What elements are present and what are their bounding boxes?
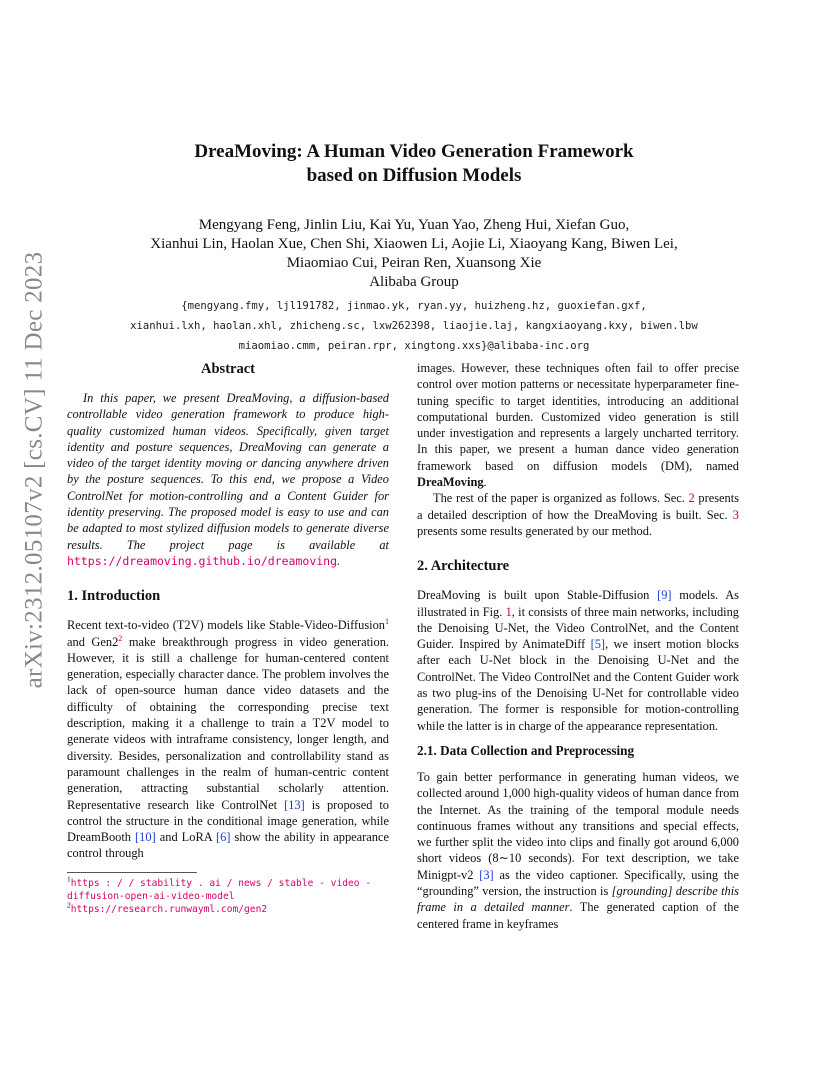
abstract-heading: Abstract	[201, 361, 255, 377]
right-column	[417, 360, 739, 932]
intro-text-a: Recent text-to-video (T2V) models like Stable-Video-Diffusion	[67, 618, 385, 633]
footnote-2-number: 2	[67, 900, 71, 910]
emails-line-3: miaomiao.cmm, peiran.rpr, xingtong.xxs}@alibaba-inc.org	[238, 340, 590, 352]
authors-line-3: Miaomiao Cui, Peiran Ren, Xuansong Xie	[286, 255, 542, 271]
data-text-c: . The generated caption of the centered frame in keyframes	[417, 900, 739, 931]
org-text-c: presents some results generated by our method.	[417, 523, 653, 538]
intro-text-c: make breakthrough progress in video generation. However, it is still a challenge for human-centered content generation, especially character dance. The problem involves the lack of open-source human dance video datasets and the difficulty of obtaining the corresponding precise text description, making it a challenge to train a T2V model to generate videos with intraframe consistency, longer length, and diversity. Besides, personalization and controllability stand as paramount challenges in the realm of human-centric content generation, attracting substantial scholarly attention. Representative research like ControlNet	[67, 634, 389, 812]
citation-10[interactable]: [10]	[135, 830, 156, 845]
architecture-paragraph	[417, 587, 739, 734]
citation-13[interactable]: [13]	[284, 797, 305, 812]
arch-text-c: , it consists of three main networks, including the Denoising U-Net, the Video ControlNet, and the Content Guider. Inspired by AnimateDiff	[417, 604, 740, 652]
citation-6[interactable]: [6]	[216, 830, 231, 845]
footnote-1-number: 1	[67, 874, 71, 884]
left-column	[67, 360, 389, 916]
footnote-1-link[interactable]: https : / / stability . ai / news / stable - video - diffusion-open-ai-video-model	[67, 877, 372, 902]
footnote-2-link[interactable]: https://research.runwayml.com/gen2	[70, 903, 268, 915]
abstract-body: In this paper, we present DreaMoving, a diffusion-based controllable video generation framework to produce high-quality customized human videos. Specifically, given target identity and posture sequences, DreaMoving can generate a video of the target identity moving or dancing anywhere driven by the posture sequences. To this end, we propose a Video ControlNet for motion-controlling and a Content Guider for identity preserving. The proposed model is easy to use and can be adapted to most stylized diffusion models to generate diverse results. The project page is available at	[67, 391, 389, 552]
arch-text-b: models. As illustrated in Fig.	[417, 588, 740, 619]
footnote-marker-1[interactable]: 1	[385, 617, 389, 627]
intro-text-b: and Gen2	[67, 634, 119, 649]
author-emails	[0, 296, 828, 356]
arch-text-a: DreaMoving is built upon Stable-Diffusion	[417, 588, 658, 603]
arxiv-id-text: arXiv:2312.05107v2 [cs.CV] 11 Dec 2023	[20, 251, 48, 689]
data-collection-paragraph	[417, 769, 739, 932]
citation-9[interactable]: [9]	[657, 588, 672, 603]
intro-continued-text: images. However, these techniques often fail to offer precise control over motion patterns or necessitate hyperparameter fine-tuning specific to target identities, introducing an additional computational burden. Customized video generation is still under investigation and represents a largely uncharted territory. In this paper, we present a human dance video generation framework based on diffusion models (DM), named	[417, 361, 739, 473]
project-page-link[interactable]: https://dreamoving.github.io/dreamoving	[67, 553, 338, 568]
org-text-a: The rest of the paper is organized as follows. Sec.	[433, 491, 689, 506]
section-ref-2[interactable]: 2	[688, 491, 695, 506]
paper-title	[0, 140, 828, 188]
footnote-marker-2[interactable]: 2	[118, 633, 123, 643]
intro-continued-end: .	[483, 475, 487, 490]
figure-ref-1[interactable]: 1	[505, 604, 512, 619]
organization-paragraph	[417, 490, 739, 539]
abstract-text	[67, 390, 389, 569]
authors-line-1: Mengyang Feng, Jinlin Liu, Kai Yu, Yuan Yao, Zheng Hui, Xiefan Guo,	[198, 217, 630, 233]
intro-text-e: and LoRA	[155, 830, 217, 845]
intro-continued-paragraph	[417, 360, 739, 490]
arch-text-d: , we insert motion blocks after each U-Net block in the Denoising U-Net and the ControlNet. The Video ControlNet and the Content Guider work as two plug-ins of the Denoising U-Net for controllable video generation. The former is responsible for motion-controlling while the latter is in charge of the appearance representation.	[417, 637, 739, 733]
footnote-2	[67, 900, 389, 916]
affiliation: Alibaba Group	[369, 274, 459, 290]
section-ref-3[interactable]: 3	[732, 507, 739, 522]
author-block	[0, 216, 828, 292]
authors-line-2: Xianhui Lin, Haolan Xue, Chen Shi, Xiaowen Li, Aojie Li, Xiaoyang Kang, Biwen Lei,	[150, 236, 678, 252]
org-text-b: presents a detailed description of how the DreaMoving is built. Sec.	[417, 491, 739, 522]
dreamoving-name: DreaMoving	[417, 475, 484, 490]
footnote-divider	[67, 872, 197, 873]
introduction-heading: 1. Introduction	[67, 588, 161, 605]
data-text-a: To gain better performance in generating human videos, we collected around 1,000 high-quality videos of human dance from the Internet. As the training of the temporal module needs continuous frames without any transitions and special effects, we further split the video into clips and finally got around 6,000 short videos (8∼10 seconds). For text description, we take Minigpt-v2	[417, 769, 739, 882]
data-collection-heading: 2.1. Data Collection and Preprocessing	[417, 742, 635, 758]
intro-text-f: show the ability in appearance control through	[67, 830, 389, 861]
architecture-heading: 2. Architecture	[417, 558, 510, 575]
captioner-instruction: [grounding] describe this frame in a detailed manner	[417, 884, 740, 915]
title-line-1: DreaMoving: A Human Video Generation Framework	[194, 141, 634, 162]
footnote-1	[67, 874, 389, 903]
citation-3[interactable]: [3]	[479, 867, 494, 882]
abstract-end: .	[337, 553, 341, 568]
emails-line-2: xianhui.lxh, haolan.xhl, zhicheng.sc, lxw262398, liaojie.laj, kangxiaoyang.kxy, biwen.lbw	[130, 320, 698, 332]
intro-text-d: is proposed to control the structure in the conditional image generation, while DreamBooth	[67, 797, 389, 845]
citation-5[interactable]: [5]	[590, 637, 606, 652]
emails-line-1: {mengyang.fmy, ljl191782, jinmao.yk, ryan.yy, huizheng.hz, guoxiefan.gxf,	[181, 300, 647, 312]
data-text-b: as the video captioner. Specifically, using the “grounding” version, the instruction is	[417, 867, 739, 899]
title-line-2: based on Diffusion Models	[306, 165, 522, 186]
introduction-paragraph	[67, 617, 389, 861]
